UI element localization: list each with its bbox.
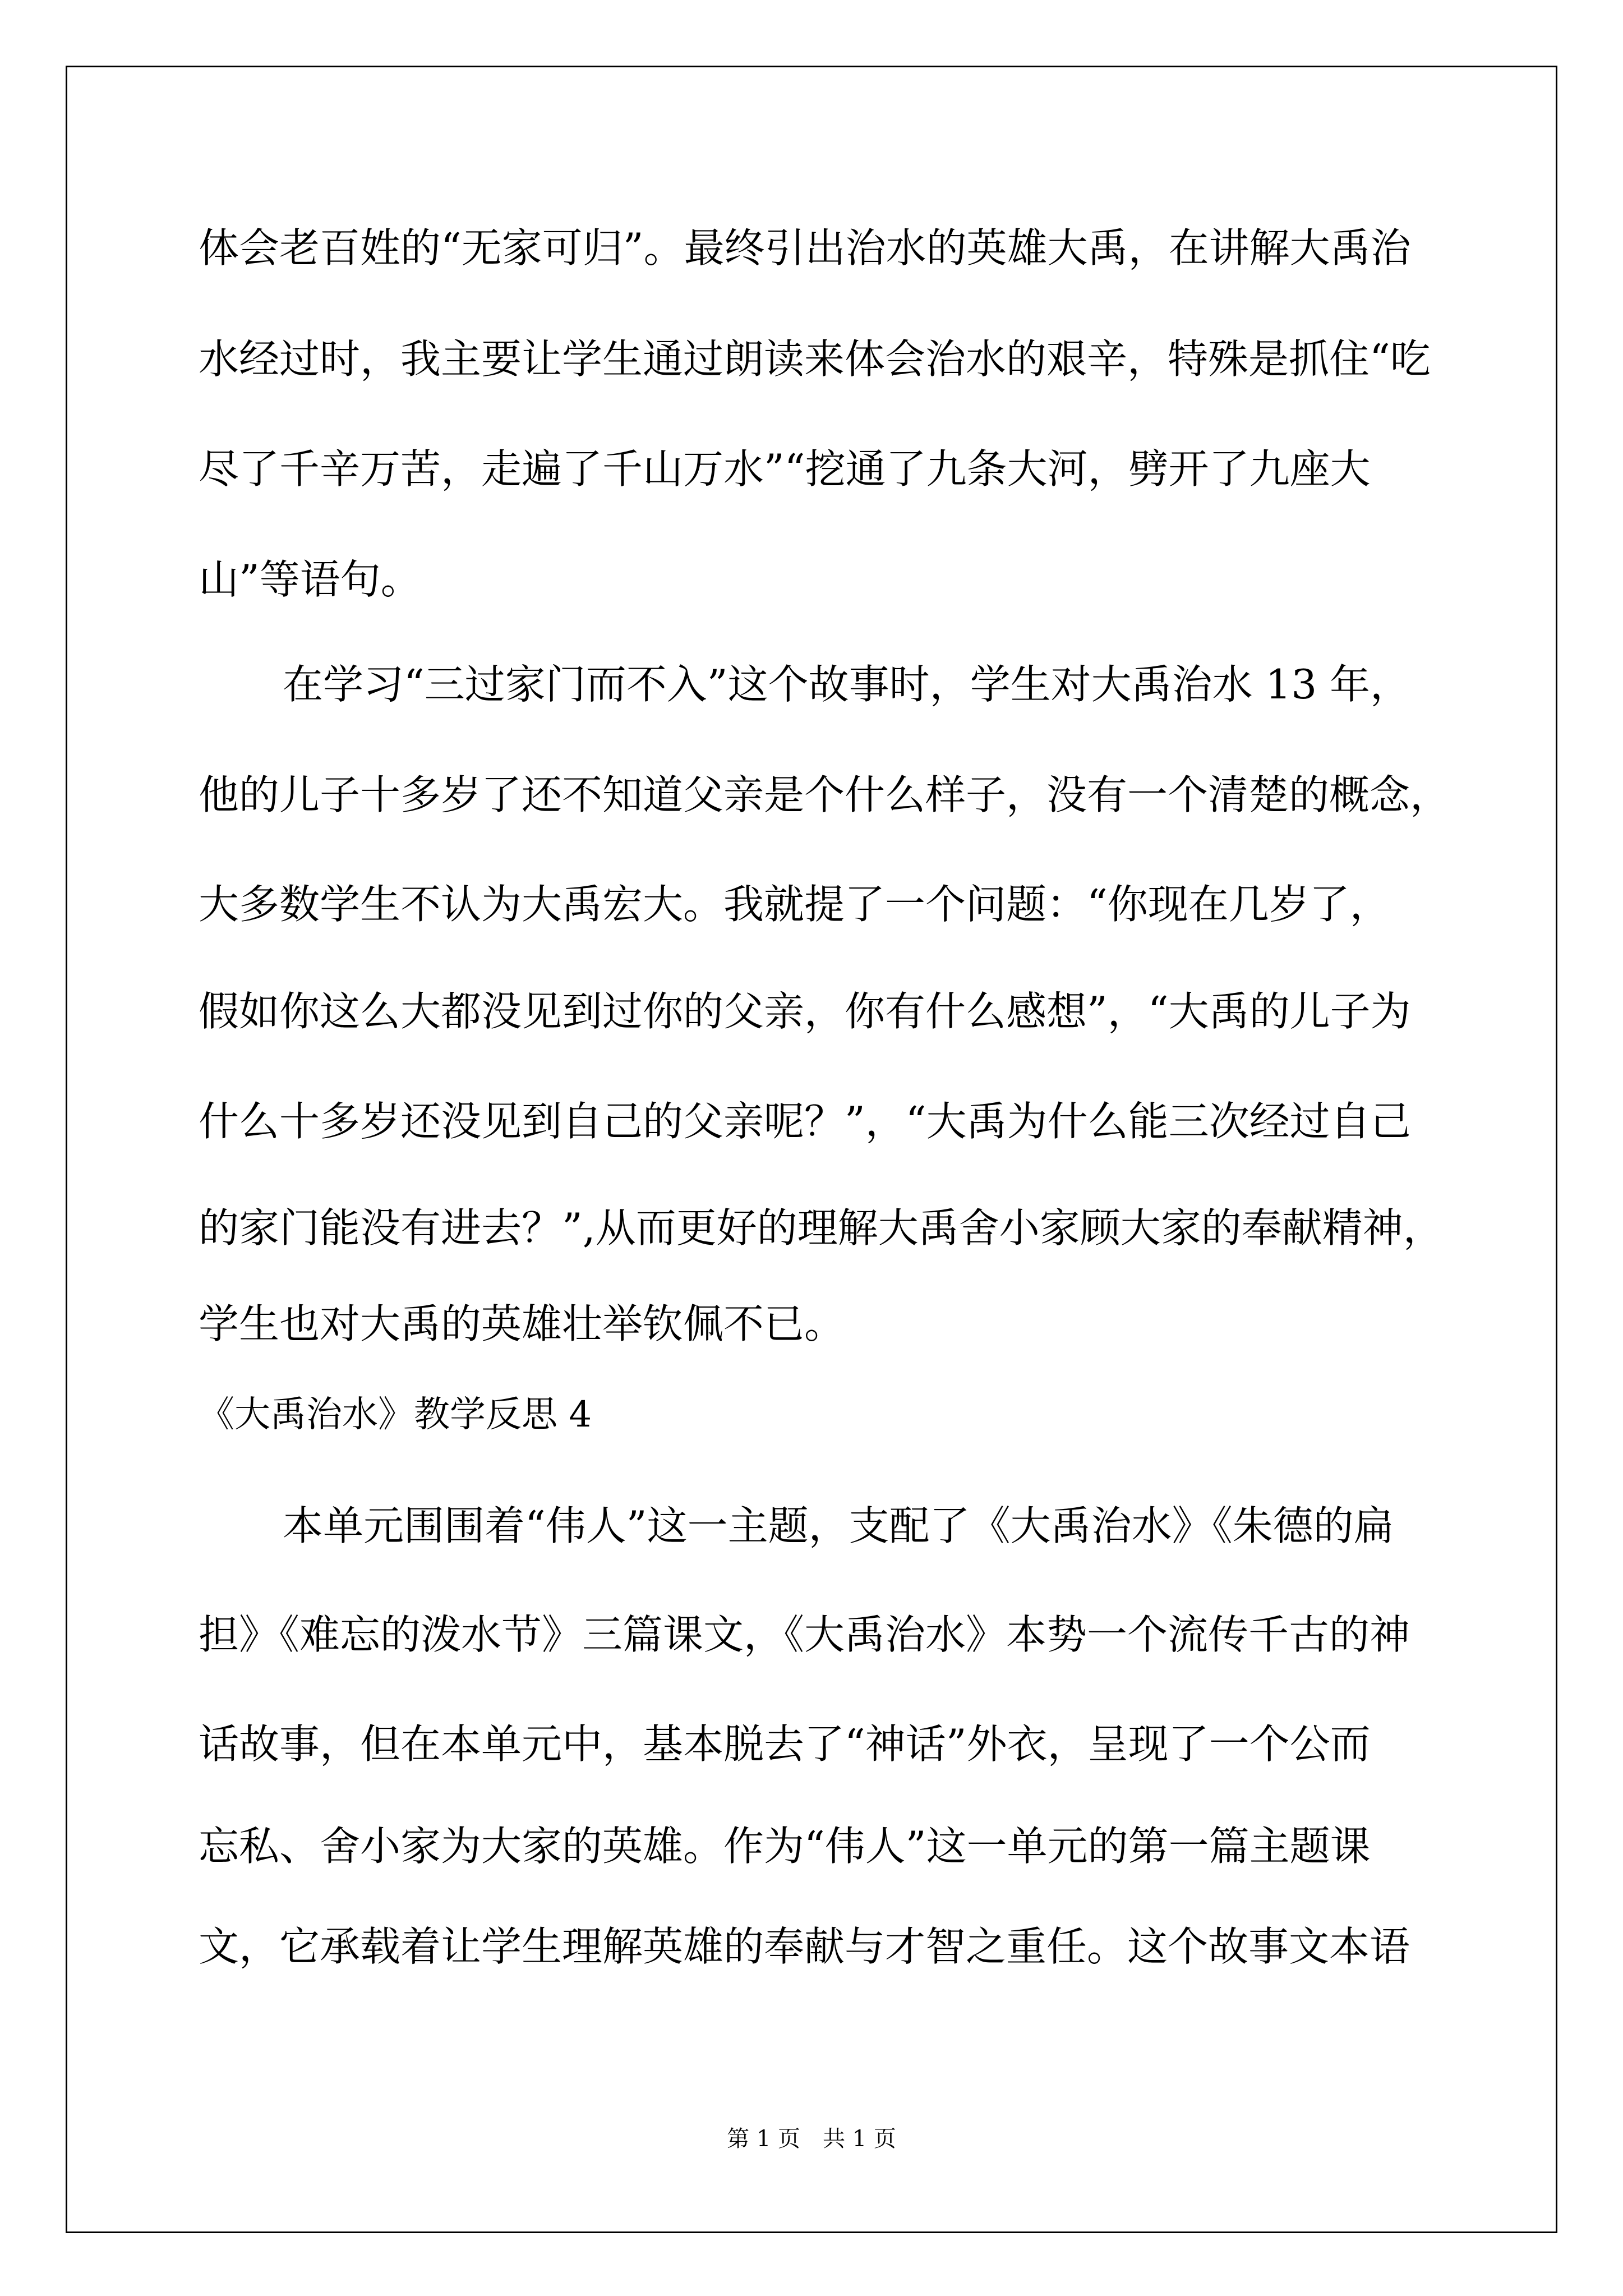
page-footer: 第 1 页 共 1 页 [727, 2126, 896, 2152]
paragraph-4-line-2: 担》《难忘的泼水节》三篇课文，《大禹治水》本势一个流传千古的神 [199, 1611, 1410, 1658]
page-border [66, 66, 1557, 2233]
paragraph-2-line-6: 的家门能没有进去？”,从而更好的理解大禹舍小家顾大家的奉献精神， [199, 1204, 1444, 1251]
paragraph-2-line-4: 假如你这么大都没见到过你的父亲，你有什么感想”，“大禹的儿子为 [199, 988, 1411, 1035]
paragraph-2-line-3: 大多数学生不认为大禹宏大。我就提了一个问题：“你现在几岁了， [199, 881, 1390, 928]
paragraph-4-line-3: 话故事，但在本单元中，基本脱去了“神话”外衣，呈现了一个公而 [199, 1720, 1371, 1768]
paragraph-1-line-1: 体会老百姓的“无家可归”。最终引出治水的英雄大禹，在讲解大禹治 [199, 224, 1411, 272]
paragraph-1-line-3: 尽了千辛万苦，走遍了千山万水”“挖通了九条大河，劈开了九座大 [199, 445, 1371, 493]
paragraph-4-line-5: 文，它承载着让学生理解英雄的奉献与才智之重任。这个故事文本语 [199, 1923, 1410, 1970]
paragraph-2-line-1: 在学习“三过家门而不入”这个故事时，学生对大禹治水 13 年， [283, 661, 1411, 708]
paragraph-4-line-1: 本单元围围着“伟人”这一主题，支配了《大禹治水》《朱德的扁 [283, 1502, 1394, 1549]
paragraph-2-line-7: 学生也对大禹的英雄壮举钦佩不已。 [199, 1300, 845, 1347]
paragraph-4-line-4: 忘私、舍小家为大家的英雄。作为“伟人”这一单元的第一篇主题课 [199, 1823, 1371, 1870]
paragraph-2-line-5: 什么十多岁还没见到自己的父亲呢？”，“大禹为什么能三次经过自己 [199, 1098, 1411, 1145]
section-heading: 《大禹治水》教学反思 4 [199, 1394, 592, 1435]
paragraph-1-line-2: 水经过时，我主要让学生通过朗读来体会治水的艰辛，特殊是抓住“吃 [199, 335, 1431, 383]
paragraph-1-line-4: 山”等语句。 [199, 556, 421, 603]
paragraph-2-line-2: 他的儿子十多岁了还不知道父亲是个什么样子，没有一个清楚的概念， [199, 771, 1451, 818]
